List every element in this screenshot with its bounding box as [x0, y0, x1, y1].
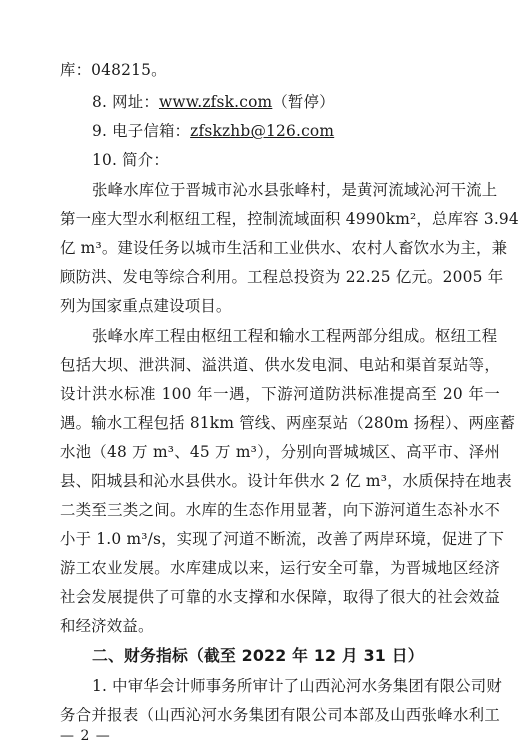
- intro-paragraph-1-line: 列为国家重点建设项目。: [60, 297, 232, 315]
- email-link[interactable]: zfskzhb@126.com: [190, 122, 335, 140]
- website-status: （暂停）: [272, 93, 335, 111]
- finance-paragraph-line: 务合并报表（山西沁河水务集团有限公司本部及山西张峰水利工: [60, 706, 500, 724]
- intro-paragraph-2-line: 游工农业发展。水库建成以来，运行安全可靠，为晋城地区经济: [60, 559, 500, 577]
- intro-paragraph-2-line: 设计洪水标准 100 年一遇，下游河道防洪标准提高至 20 年一: [60, 385, 500, 403]
- intro-paragraph-1-line: 张峰水库位于晋城市沁水县张峰村，是黄河流域沁河干流上: [92, 181, 498, 199]
- intro-paragraph-2-line: 社会发展提供了可靠的水支撑和水保障，取得了很大的社会效益: [60, 588, 500, 606]
- page-number: — 2 —: [60, 728, 111, 744]
- intro-paragraph-1-line: 亿 m³。建设任务以城市生活和工业供水、农村人畜饮水为主，兼: [60, 239, 508, 257]
- email-line: [92, 121, 334, 141]
- intro-paragraph-2-line: 水池（48 万 m³、45 万 m³），分别向晋城城区、高平市、泽州: [60, 443, 500, 461]
- email-label: 9. 电子信箱：: [92, 122, 191, 140]
- intro-paragraph-1-line: 顾防洪、发电等综合利用。工程总投资为 22.25 亿元。2005 年: [60, 268, 504, 286]
- intro-paragraph-2-line: 张峰水库工程由枢纽工程和输水工程两部分组成。枢纽工程: [92, 327, 498, 345]
- intro-paragraph-2-line: 遇。输水工程包括 81km 管线、两座泵站（280m 扬程）、两座蓄: [60, 414, 516, 432]
- website-line: [92, 92, 335, 112]
- intro-paragraph-2-line: 和经济效益。: [60, 617, 154, 635]
- section-heading: 二、财务指标（截至 2022 年 12 月 31 日）: [92, 646, 424, 665]
- website-label: 8. 网址：: [92, 93, 159, 111]
- website-link[interactable]: www.zfsk.com: [158, 93, 273, 111]
- intro-label: 10. 简介：: [92, 151, 169, 169]
- intro-paragraph-1-line: 第一座大型水利枢纽工程，控制流域面积 4990km²，总库容 3.94: [60, 210, 519, 228]
- intro-paragraph-2-line: 县、阳城县和沁水县供水。设计年供水 2 亿 m³，水质保持在地表: [60, 472, 512, 490]
- postcode-line: 库：048215。: [60, 61, 167, 79]
- intro-paragraph-2-line: 二类至三类之间。水库的生态作用显著，向下游河道生态补水不: [60, 501, 500, 519]
- finance-paragraph-line: 1. 中审华会计师事务所审计了山西沁河水务集团有限公司财: [92, 677, 502, 695]
- intro-paragraph-2-line: 小于 1.0 m³/s，实现了河道不断流，改善了两岸环境，促进了下: [60, 530, 505, 548]
- intro-paragraph-2-line: 包括大坝、泄洪洞、溢洪道、供水发电洞、电站和渠首泵站等，: [60, 356, 500, 374]
